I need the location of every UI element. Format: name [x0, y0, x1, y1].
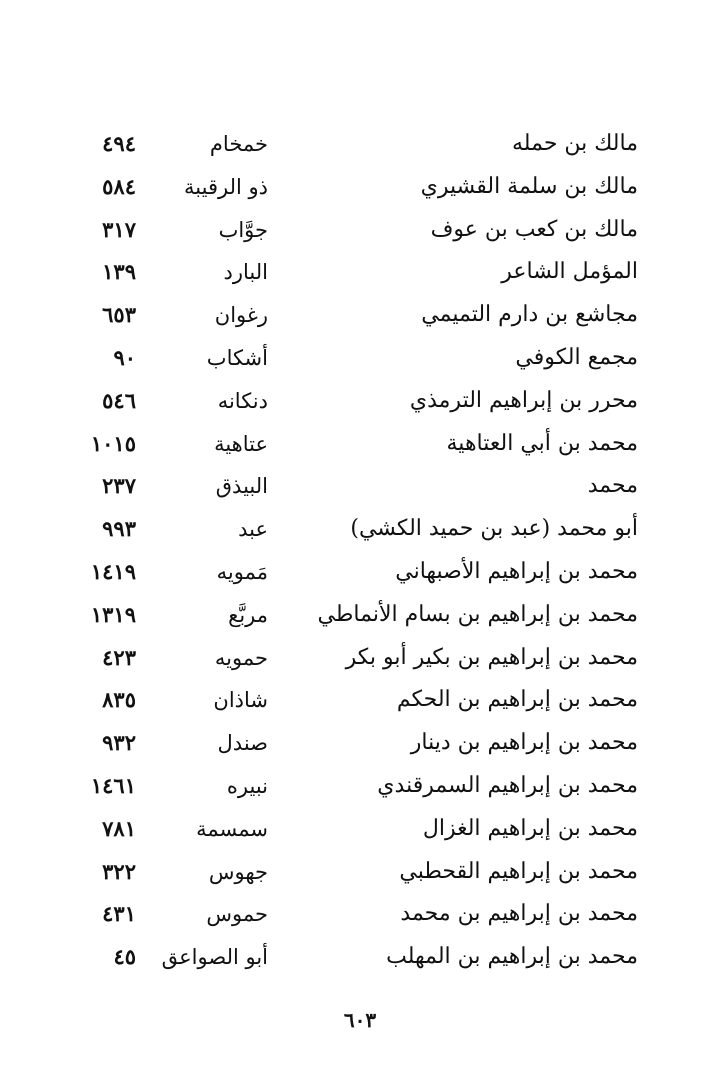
entry-number: ٤٣١ [102, 901, 136, 927]
index-row [0, 597, 720, 640]
entry-number: ٧٨١ [102, 815, 136, 841]
index-row [0, 768, 720, 811]
person-name: مجاشع بن دارم التميمي [421, 302, 638, 328]
entry-number: ١٤٦١ [90, 772, 136, 798]
index-row [0, 511, 720, 554]
person-name: محمد بن إبراهيم بن دينار [410, 730, 638, 756]
nickname: عبد [238, 517, 268, 542]
nickname: خمخام [209, 132, 268, 156]
person-name: محمد بن إبراهيم الغزال [422, 815, 638, 841]
person-name: محمد بن إبراهيم بن بكير أبو بكر [345, 644, 638, 670]
index-row [0, 554, 720, 597]
person-name: محمد بن إبراهيم بن الحكم [396, 687, 638, 713]
person-name: مالك بن سلمة القشيري [420, 173, 638, 199]
nickname: البارد [223, 260, 268, 285]
person-name: مجمع الكوفي [515, 344, 638, 370]
index-row [0, 169, 720, 212]
index-row [0, 340, 720, 383]
index-row [0, 297, 720, 340]
person-name: محمد بن إبراهيم القحطبي [399, 858, 638, 884]
entry-number: ١٣٩ [102, 259, 136, 285]
person-name: محمد بن إبراهيم الأصبهاني [395, 558, 638, 584]
nickname: ذو الرقيبة [184, 174, 268, 199]
nickname: عتاهية [214, 431, 268, 456]
index-row [0, 212, 720, 255]
person-name: محمد بن إبراهيم بن محمد [400, 901, 638, 927]
entry-number: ١٠١٥ [90, 430, 136, 456]
entry-number: ٣٢٢ [102, 858, 136, 884]
nickname: البيذق [215, 474, 268, 499]
person-name: أبو محمد (عبد بن حميد الكشي) [350, 516, 638, 542]
nickname: جوَّاب [218, 217, 268, 242]
index-row [0, 383, 720, 426]
index-row [0, 854, 720, 897]
person-name: المؤمل الشاعر [501, 259, 638, 285]
nickname: نبيره [226, 773, 268, 798]
nickname: جهوس [208, 859, 268, 884]
nickname: شاذان [213, 688, 268, 713]
index-row [0, 725, 720, 768]
index-row [0, 896, 720, 939]
nickname: أشكاب [206, 345, 268, 370]
nickname: مربَّع [228, 602, 268, 627]
entry-number: ٤٥ [113, 944, 136, 970]
nickname: سمسمة [196, 816, 268, 841]
index-row [0, 640, 720, 683]
person-name: محمد [587, 473, 638, 499]
person-name: محمد بن أبي العتاهية [446, 430, 638, 456]
entry-number: ٤٩٤ [102, 131, 136, 156]
entry-number: ١٣١٩ [90, 601, 136, 627]
nickname: صندل [217, 731, 268, 756]
index-row [0, 468, 720, 511]
entry-number: ١٤١٩ [90, 558, 136, 584]
person-name: مالك بن حمله [512, 131, 638, 156]
entry-number: ٨٣٥ [102, 687, 136, 713]
person-name: محمد بن إبراهيم بن المهلب [386, 944, 638, 970]
person-name: مالك بن كعب بن عوف [430, 216, 638, 242]
index-row [0, 939, 720, 982]
index-row [0, 682, 720, 725]
entry-number: ٣١٧ [102, 216, 136, 242]
nickname: حمويه [214, 645, 268, 670]
nickname: حموس [206, 902, 268, 927]
nickname: مَمويه [216, 559, 268, 584]
entry-number: ٩٠ [113, 344, 136, 370]
index-row [0, 126, 720, 169]
index-list [0, 126, 720, 982]
person-name: محمد بن إبراهيم بن بسام الأنماطي [317, 601, 638, 627]
person-name: محرر بن إبراهيم الترمذي [409, 387, 638, 413]
nickname: أبو الصواعق [161, 945, 268, 970]
page-number: ٦٠٣ [343, 1008, 377, 1032]
nickname: دنكانه [217, 388, 268, 413]
person-name: محمد بن إبراهيم السمرقندي [377, 772, 638, 798]
entry-number: ٤٢٣ [102, 644, 136, 670]
index-row [0, 254, 720, 297]
entry-number: ٦٥٣ [102, 302, 136, 328]
entry-number: ٩٣٢ [102, 730, 136, 756]
entry-number: ٩٩٣ [102, 516, 136, 542]
index-row [0, 811, 720, 854]
index-row [0, 426, 720, 469]
entry-number: ٢٣٧ [102, 473, 136, 499]
entry-number: ٥٨٤ [102, 173, 136, 199]
nickname: رغوان [214, 303, 268, 328]
entry-number: ٥٤٦ [102, 387, 136, 413]
